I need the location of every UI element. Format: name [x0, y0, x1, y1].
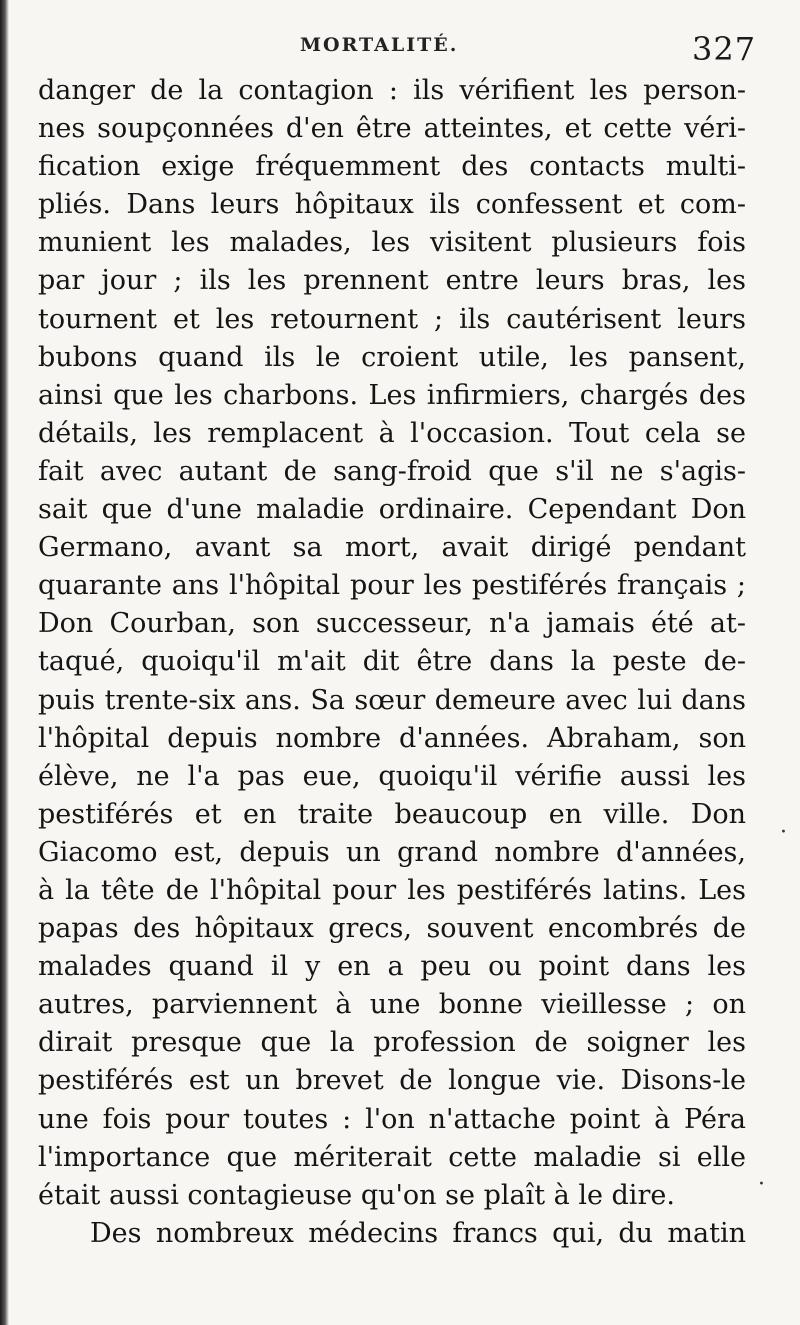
text-line: Giacomo est, depuis un grand nombre d'années, [38, 836, 746, 868]
text-line: fait avec autant de sang-froid que s'il ne s'agis- [38, 455, 746, 487]
text-line: à la tête de l'hôpital pour les pestiférés latins. Les [38, 874, 746, 906]
text-line: papas des hôpitaux grecs, souvent encombrés de [38, 913, 746, 945]
text-line: pestiférés est un brevet de longue vie. Disons-le [38, 1065, 746, 1097]
text-line: pliés. Dans leurs hôpitaux ils confessent et com- [38, 189, 746, 221]
text-line: danger de la contagion : ils vérifient les person- [38, 75, 746, 106]
text-line: élève, ne l'a pas eue, quoiqu'il vérifie aussi les [38, 760, 746, 792]
text-line: une fois pour toutes : l'on n'attache point à Péra [38, 1103, 746, 1135]
text-line: Des nombreux médecins francs qui, du matin [90, 1217, 746, 1249]
body-text [38, 72, 746, 1253]
text-line: taqué, quoiqu'il m'ait dit être dans la peste de- [38, 646, 746, 678]
text-line: ainsi que les charbons. Les infirmiers, chargés des [38, 379, 746, 411]
text-line: malades quand il y en a peu ou point dans les [38, 951, 746, 983]
text-line: nes soupçonnées d'en être atteintes, et cette véri- [38, 113, 746, 145]
text-line: par jour ; ils les prennent entre leurs bras, les [38, 265, 746, 297]
page-number: 327 [692, 30, 757, 68]
text-line: fication exige fréquemment des contacts multi- [38, 151, 746, 183]
text-line: Don Courban, son successeur, n'a jamais été at- [38, 608, 746, 640]
text-line: sait que d'une maladie ordinaire. Cependant Don [38, 494, 746, 526]
text-line: détails, les remplacent à l'occasion. Tout cela se [38, 417, 746, 449]
text-line: pestiférés et en traite beaucoup en ville. Don [38, 798, 746, 830]
text-line: bubons quand ils le croient utile, les pansent, [38, 341, 746, 373]
text-line: puis trente-six ans. Sa sœur demeure avec lui dans [38, 684, 746, 716]
text-line: autres, parviennent à une bonne vieillesse ; on [38, 989, 746, 1021]
page-header [0, 30, 800, 70]
binding-shadow [0, 0, 9, 1325]
text-line: l'hôpital depuis nombre d'années. Abraham, son [38, 722, 746, 754]
text-line: quarante ans l'hôpital pour les pestiférés français ; [38, 570, 746, 602]
text-line: Germano, avant sa mort, avait dirigé pendant [38, 532, 746, 564]
margin-speck: · [758, 1172, 765, 1197]
text-line: était aussi contagieuse qu'on se plaît à le dire. [38, 1179, 675, 1211]
text-line: munient les malades, les visitent plusieurs fois [38, 227, 746, 259]
running-title: MORTALITÉ. [300, 34, 459, 56]
text-line: tournent et les retournent ; ils cautérisent leurs [38, 303, 746, 335]
text-line: dirait presque que la profession de soigner les [38, 1027, 746, 1059]
text-line: l'importance que mériterait cette maladie si elle [38, 1141, 746, 1173]
margin-speck: · [780, 820, 787, 845]
